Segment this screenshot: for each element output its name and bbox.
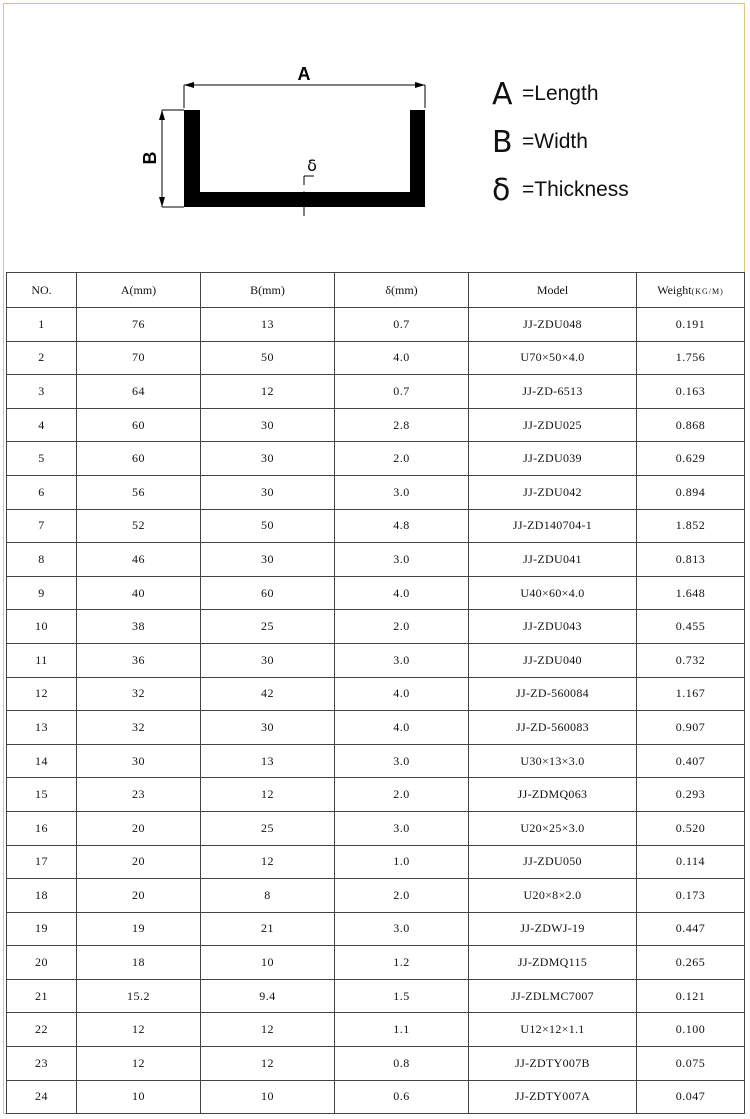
cell-a: 36 xyxy=(77,643,201,677)
cell-thickness: 1.2 xyxy=(335,946,469,980)
cell-b: 10 xyxy=(201,1080,335,1114)
dimension-legend xyxy=(492,70,732,214)
header-weight-label: Weight xyxy=(657,282,692,297)
cell-thickness: 2.0 xyxy=(335,778,469,812)
dimension-a-label: A xyxy=(297,64,311,84)
cell-model: U40×60×4.0 xyxy=(469,576,637,610)
legend-meaning: = Thickness xyxy=(522,178,629,202)
cell-weight: 1.756 xyxy=(637,341,745,375)
table-row xyxy=(7,610,745,644)
table-row xyxy=(7,442,745,476)
cell-model: U20×25×3.0 xyxy=(469,811,637,845)
cell-no: 21 xyxy=(7,979,77,1013)
cell-model: JJ-ZDLMC7007 xyxy=(469,979,637,1013)
cell-a: 60 xyxy=(77,442,201,476)
cell-thickness: 1.5 xyxy=(335,979,469,1013)
cell-model: JJ-ZDTY007B xyxy=(469,1047,637,1081)
cell-b: 13 xyxy=(201,744,335,778)
cell-b: 10 xyxy=(201,946,335,980)
cell-weight: 0.265 xyxy=(637,946,745,980)
cell-no: 11 xyxy=(7,643,77,677)
cell-weight: 0.163 xyxy=(637,375,745,409)
cell-a: 70 xyxy=(77,341,201,375)
cell-thickness: 3.0 xyxy=(335,811,469,845)
cell-thickness: 3.0 xyxy=(335,543,469,577)
cell-no: 23 xyxy=(7,1047,77,1081)
cell-b: 9.4 xyxy=(201,979,335,1013)
cell-a: 32 xyxy=(77,711,201,745)
cell-weight: 0.075 xyxy=(637,1047,745,1081)
cell-weight: 0.629 xyxy=(637,442,745,476)
cell-b: 8 xyxy=(201,879,335,913)
cell-no: 10 xyxy=(7,610,77,644)
cell-model: JJ-ZDU043 xyxy=(469,610,637,644)
cell-model: JJ-ZDU039 xyxy=(469,442,637,476)
cell-weight: 0.407 xyxy=(637,744,745,778)
legend-meaning: = Width xyxy=(522,130,588,154)
header-weight-unit: (KG/M) xyxy=(691,286,724,296)
table-row xyxy=(7,643,745,677)
cell-no: 24 xyxy=(7,1080,77,1114)
cell-b: 12 xyxy=(201,845,335,879)
cell-no: 13 xyxy=(7,711,77,745)
cell-b: 30 xyxy=(201,711,335,745)
cell-thickness: 2.8 xyxy=(335,408,469,442)
cell-weight: 1.648 xyxy=(637,576,745,610)
cell-weight: 0.732 xyxy=(637,643,745,677)
cell-no: 8 xyxy=(7,543,77,577)
cell-thickness: 2.0 xyxy=(335,610,469,644)
cell-thickness: 4.0 xyxy=(335,341,469,375)
cell-no: 20 xyxy=(7,946,77,980)
cell-no: 2 xyxy=(7,341,77,375)
cell-weight: 0.447 xyxy=(637,912,745,946)
cell-no: 17 xyxy=(7,845,77,879)
cell-no: 14 xyxy=(7,744,77,778)
table-row xyxy=(7,845,745,879)
table-row xyxy=(7,1047,745,1081)
cell-model: JJ-ZDU042 xyxy=(469,475,637,509)
cell-b: 60 xyxy=(201,576,335,610)
cell-weight: 0.813 xyxy=(637,543,745,577)
table-row xyxy=(7,879,745,913)
header-weight xyxy=(637,273,745,308)
legend-symbol: B xyxy=(492,124,513,160)
cell-b: 30 xyxy=(201,475,335,509)
cell-thickness: 1.1 xyxy=(335,1013,469,1047)
header-b: B(mm) xyxy=(201,273,335,308)
cell-thickness: 4.0 xyxy=(335,711,469,745)
cell-weight: 0.455 xyxy=(637,610,745,644)
table-row xyxy=(7,375,745,409)
cell-model: JJ-ZDU025 xyxy=(469,408,637,442)
cell-weight: 0.907 xyxy=(637,711,745,745)
cell-no: 15 xyxy=(7,778,77,812)
cell-b: 42 xyxy=(201,677,335,711)
cell-b: 25 xyxy=(201,610,335,644)
table-row xyxy=(7,979,745,1013)
cell-thickness: 1.0 xyxy=(335,845,469,879)
cell-weight: 0.173 xyxy=(637,879,745,913)
cell-model: U12×12×1.1 xyxy=(469,1013,637,1047)
cell-weight: 0.121 xyxy=(637,979,745,1013)
legend-meaning: = Length xyxy=(522,82,599,106)
dimension-b-label: B xyxy=(140,151,160,165)
cell-no: 5 xyxy=(7,442,77,476)
cell-a: 30 xyxy=(77,744,201,778)
cell-thickness: 3.0 xyxy=(335,744,469,778)
cell-weight: 0.191 xyxy=(637,308,745,342)
cell-b: 25 xyxy=(201,811,335,845)
cell-model: U70×50×4.0 xyxy=(469,341,637,375)
cell-model: JJ-ZDTY007A xyxy=(469,1080,637,1114)
cell-model: JJ-ZD140704-1 xyxy=(469,509,637,543)
cell-model: JJ-ZDMQ115 xyxy=(469,946,637,980)
table-row xyxy=(7,677,745,711)
cell-thickness: 3.0 xyxy=(335,643,469,677)
legend-row-length xyxy=(492,70,732,118)
table-row xyxy=(7,778,745,812)
cell-a: 76 xyxy=(77,308,201,342)
cell-b: 13 xyxy=(201,308,335,342)
cell-a: 10 xyxy=(77,1080,201,1114)
cell-b: 12 xyxy=(201,1013,335,1047)
cell-model: JJ-ZD-6513 xyxy=(469,375,637,409)
dimension-delta-label: δ xyxy=(307,156,317,175)
cell-weight: 0.868 xyxy=(637,408,745,442)
cell-a: 12 xyxy=(77,1013,201,1047)
cell-no: 1 xyxy=(7,308,77,342)
cell-no: 18 xyxy=(7,879,77,913)
cell-a: 32 xyxy=(77,677,201,711)
cell-a: 20 xyxy=(77,845,201,879)
cell-a: 52 xyxy=(77,509,201,543)
cell-weight: 0.293 xyxy=(637,778,745,812)
cell-model: JJ-ZD-560084 xyxy=(469,677,637,711)
cell-model: U30×13×3.0 xyxy=(469,744,637,778)
table-row xyxy=(7,509,745,543)
table-row xyxy=(7,811,745,845)
header-no: NO. xyxy=(7,273,77,308)
cell-no: 22 xyxy=(7,1013,77,1047)
cell-weight: 0.894 xyxy=(637,475,745,509)
cell-b: 50 xyxy=(201,509,335,543)
cell-b: 12 xyxy=(201,778,335,812)
table-row xyxy=(7,308,745,342)
legend-symbol: A xyxy=(492,76,513,112)
cell-a: 46 xyxy=(77,543,201,577)
cell-a: 23 xyxy=(77,778,201,812)
legend-row-width xyxy=(492,118,732,166)
cell-thickness: 0.8 xyxy=(335,1047,469,1081)
table-header-row xyxy=(7,273,745,308)
table-row xyxy=(7,543,745,577)
cell-b: 30 xyxy=(201,442,335,476)
cell-thickness: 3.0 xyxy=(335,912,469,946)
cell-b: 30 xyxy=(201,643,335,677)
legend-symbol: δ xyxy=(492,172,511,208)
cell-a: 40 xyxy=(77,576,201,610)
cell-thickness: 0.7 xyxy=(335,308,469,342)
cell-model: U20×8×2.0 xyxy=(469,879,637,913)
table-row xyxy=(7,576,745,610)
cell-a: 38 xyxy=(77,610,201,644)
header-model: Model xyxy=(469,273,637,308)
cell-weight: 1.167 xyxy=(637,677,745,711)
cell-a: 20 xyxy=(77,879,201,913)
table-row xyxy=(7,475,745,509)
table-row xyxy=(7,1013,745,1047)
cell-a: 56 xyxy=(77,475,201,509)
cell-thickness: 0.7 xyxy=(335,375,469,409)
table-row xyxy=(7,711,745,745)
cell-a: 64 xyxy=(77,375,201,409)
cell-weight: 1.852 xyxy=(637,509,745,543)
cell-thickness: 3.0 xyxy=(335,475,469,509)
cell-thickness: 4.0 xyxy=(335,677,469,711)
cell-a: 20 xyxy=(77,811,201,845)
cell-model: JJ-ZDU040 xyxy=(469,643,637,677)
cell-no: 7 xyxy=(7,509,77,543)
cell-a: 12 xyxy=(77,1047,201,1081)
table-row xyxy=(7,946,745,980)
legend-row-thickness xyxy=(492,166,732,214)
cell-weight: 0.520 xyxy=(637,811,745,845)
cell-thickness: 4.8 xyxy=(335,509,469,543)
cell-model: JJ-ZD-560083 xyxy=(469,711,637,745)
cell-b: 21 xyxy=(201,912,335,946)
cell-b: 30 xyxy=(201,408,335,442)
cell-b: 30 xyxy=(201,543,335,577)
cell-weight: 0.047 xyxy=(637,1080,745,1114)
cell-thickness: 0.6 xyxy=(335,1080,469,1114)
table-row xyxy=(7,912,745,946)
cell-a: 19 xyxy=(77,912,201,946)
header-delta: δ(mm) xyxy=(335,273,469,308)
header-a: A(mm) xyxy=(77,273,201,308)
cell-no: 4 xyxy=(7,408,77,442)
table-row xyxy=(7,408,745,442)
spec-table xyxy=(6,272,745,1114)
cell-model: JJ-ZDWJ-19 xyxy=(469,912,637,946)
cell-no: 3 xyxy=(7,375,77,409)
cell-b: 12 xyxy=(201,1047,335,1081)
cell-model: JJ-ZDU050 xyxy=(469,845,637,879)
cell-thickness: 4.0 xyxy=(335,576,469,610)
cell-no: 6 xyxy=(7,475,77,509)
table-row xyxy=(7,1080,745,1114)
cell-model: JJ-ZDMQ063 xyxy=(469,778,637,812)
cell-thickness: 2.0 xyxy=(335,879,469,913)
cell-a: 15.2 xyxy=(77,979,201,1013)
cell-model: JJ-ZDU048 xyxy=(469,308,637,342)
cell-no: 12 xyxy=(7,677,77,711)
cell-a: 18 xyxy=(77,946,201,980)
cell-weight: 0.114 xyxy=(637,845,745,879)
cell-a: 60 xyxy=(77,408,201,442)
table-row xyxy=(7,341,745,375)
cell-weight: 0.100 xyxy=(637,1013,745,1047)
cell-b: 50 xyxy=(201,341,335,375)
cell-b: 12 xyxy=(201,375,335,409)
cell-no: 16 xyxy=(7,811,77,845)
cell-thickness: 2.0 xyxy=(335,442,469,476)
cell-no: 9 xyxy=(7,576,77,610)
table-row xyxy=(7,744,745,778)
cell-model: JJ-ZDU041 xyxy=(469,543,637,577)
cell-no: 19 xyxy=(7,912,77,946)
